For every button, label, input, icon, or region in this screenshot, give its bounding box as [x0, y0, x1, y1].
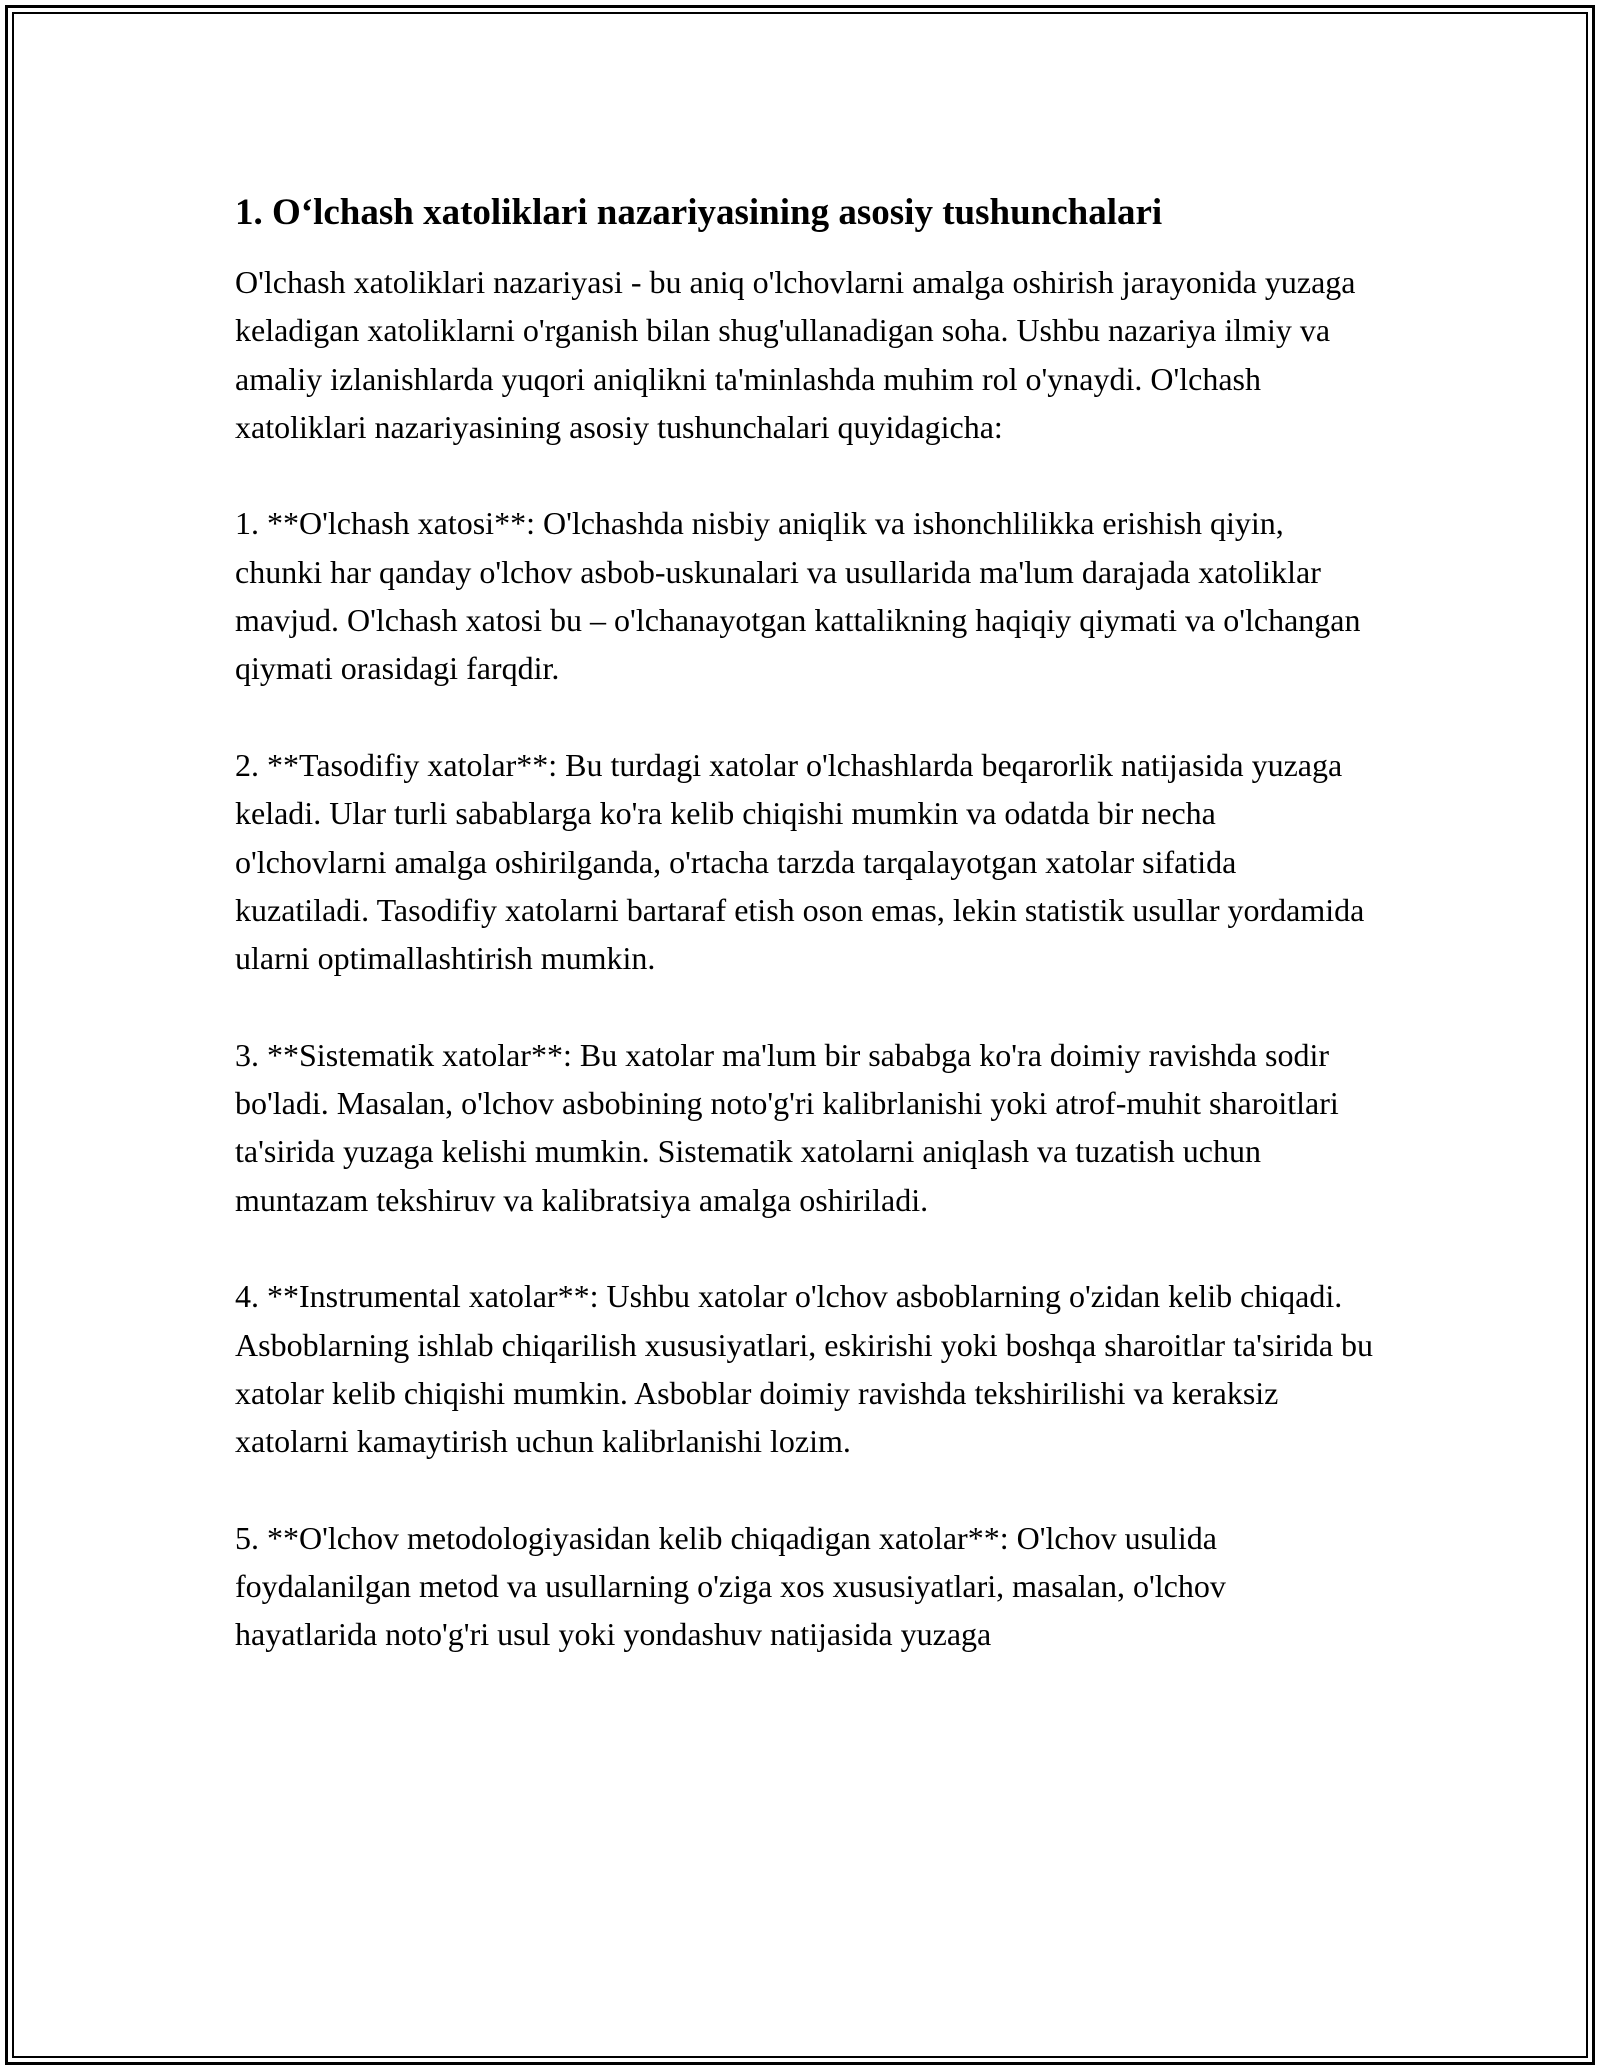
- item-random-errors: 2. **Tasodifiy xatolar**: Bu turdagi xatolar o'lchashlarda beqarorlik natijasida yuzaga keladi. Ular turli sabablarga ko'ra kelib chiqishi mumkin va odatda bir necha o'lchovlarni amalga oshirilganda, o'rtacha tarzda tarqalayotgan xatolar sifatida kuzatiladi. Tasodifiy xatolarni bartaraf etish oson emas, lekin statistik usullar yordamida ularni optimallashtirish mumkin.: [235, 746, 1365, 977]
- item-measurement-error: 1. **O'lchash xatosi**: O'lchashda nisbiy aniqlik va ishonchlilikka erishish qiyin, chunki har qanday o'lchov asbob-uskunalari va usullarida ma'lum darajada xatoliklar mavjud. O'lchash xatosi bu – o'lchanayotgan kattalikning haqiqiy qiymati va o'lchangan qiymati orasidagi farqdir.: [235, 505, 1361, 687]
- item-methodology-errors: 5. **O'lchov metodologiyasidan kelib chiqadigan xatolar**: O'lchov usulida foydalanilgan metod va usullarning o'ziga xos xususiyatlari, masalan, o'lchov hayatlarida noto'g'ri usul yoki yondashuv natijasida yuzaga: [235, 1519, 1226, 1653]
- item-systematic-errors: 3. **Sistematik xatolar**: Bu xatolar ma'lum bir sababga ko'ra doimiy ravishda sodir bo'ladi. Masalan, o'lchov asbobining noto'g'ri kalibrlanishi yoki atrof-muhit sharoitlari ta'sirida yuzaga kelishi mumkin. Sistematik xatolarni aniqlash va tuzatish uchun muntazam tekshiruv va kalibratsiya amalga oshiriladi.: [235, 1036, 1339, 1218]
- intro-paragraph: O'lchash xatoliklari nazariyasi - bu aniq o'lchovlarni amalga oshirish jarayonida yuzaga keladigan xatoliklarni o'rganish bilan shug'ullanadigan soha. Ushbu nazariya ilmiy va amaliy izlanishlarda yuqori aniqlikni ta'minlashda muhim rol o'ynaydi. O'lchash xatoliklari nazariyasining asosiy tushunchalari quyidagicha:: [235, 264, 1356, 445]
- section-heading: 1. Oʻlchash xatoliklari nazariyasining asosiy tushunchalari: [235, 192, 1163, 233]
- item-instrumental-errors: 4. **Instrumental xatolar**: Ushbu xatolar o'lchov asboblarning o'zidan kelib chiqadi. Asboblarning ishlab chiqarilish xususiyatlari, eskirishi yoki boshqa sharoitlar ta'sirida bu xatolar kelib chiqishi mumkin. Asboblar doimiy ravishda tekshirilishi va keraksiz xatolarni kamaytirish uchun kalibrlanishi lozim.: [235, 1278, 1374, 1460]
- document-body: [235, 188, 1375, 1707]
